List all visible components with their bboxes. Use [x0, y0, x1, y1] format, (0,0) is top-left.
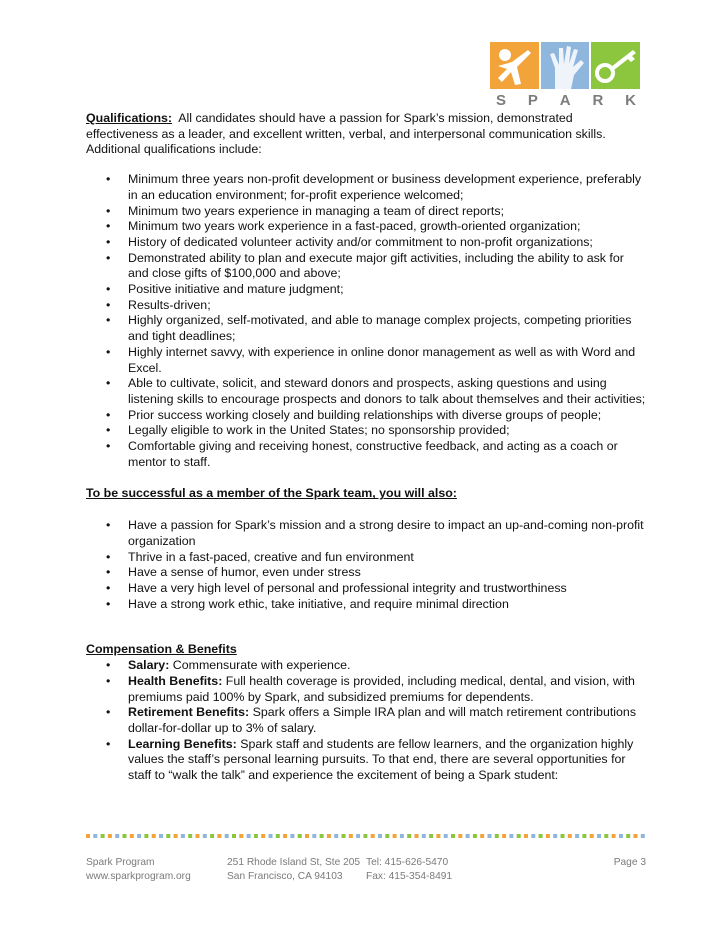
benefit-label: Retirement Benefits: — [128, 705, 250, 720]
footer-dot — [130, 834, 134, 838]
footer-dot — [436, 834, 440, 838]
footer-dot — [86, 834, 90, 838]
hand-icon — [541, 42, 590, 89]
footer-fax: Fax: 415-354-8491 — [366, 870, 453, 882]
footer-dot — [641, 834, 645, 838]
qualifications-list — [86, 172, 646, 470]
list-item — [86, 674, 646, 705]
footer-dot — [203, 834, 207, 838]
footer-dot — [298, 834, 302, 838]
footer-dot — [276, 834, 280, 838]
footer-dot — [634, 834, 638, 838]
key-icon — [591, 42, 640, 89]
list-item — [86, 737, 646, 784]
footer-dot — [356, 834, 360, 838]
list-item: • Have a strong work ethic, take initiative, and require minimal direction — [86, 597, 646, 613]
footer-dot — [407, 834, 411, 838]
footer-dot — [524, 834, 528, 838]
footer-dot — [612, 834, 616, 838]
footer-dot — [290, 834, 294, 838]
logo-letter: P — [527, 92, 538, 109]
page-footer — [86, 856, 646, 888]
footer-dot — [261, 834, 265, 838]
footer-dot — [225, 834, 229, 838]
footer-dot — [378, 834, 382, 838]
footer-dot — [349, 834, 353, 838]
footer-dot — [539, 834, 543, 838]
footer-dot — [561, 834, 565, 838]
footer-dot — [188, 834, 192, 838]
qualifications-heading: Qualifications: — [86, 111, 173, 125]
footer-dot — [458, 834, 462, 838]
footer-dot — [546, 834, 550, 838]
footer-dot — [254, 834, 258, 838]
footer-dot — [590, 834, 594, 838]
footer-tel: Tel: 415-626-5470 — [366, 857, 449, 868]
footer-dot — [144, 834, 148, 838]
spark-logo — [490, 42, 640, 108]
logo-tile-green — [591, 42, 640, 89]
compensation-heading: Compensation & Benefits — [86, 642, 237, 657]
qualifications-intro — [86, 111, 646, 158]
logo-wordmark — [490, 92, 640, 109]
footer-dot — [473, 834, 477, 838]
logo-letter: S — [496, 92, 507, 109]
logo-letter: A — [559, 92, 571, 109]
benefit-text: Spark staff and students are fellow learners, and the organization highly values the staff’s personal learning pursuits. To that end, there are several opportunities for staff to “walk the talk” and experience the excitement of being a Spark student: — [128, 736, 634, 783]
logo-tile-orange — [490, 42, 539, 89]
footer-dot — [115, 834, 119, 838]
benefit-label: Health Benefits: — [128, 673, 223, 688]
footer-dot — [269, 834, 273, 838]
footer-dot — [166, 834, 170, 838]
footer-dot — [210, 834, 214, 838]
footer-address-line1: 251 Rhode Island St, Ste 205 — [227, 857, 361, 868]
footer-dot — [495, 834, 499, 838]
benefit-label: Salary: — [128, 658, 170, 673]
footer-dot — [123, 834, 127, 838]
footer-dot — [509, 834, 513, 838]
compensation-list — [86, 658, 646, 784]
footer-dot — [283, 834, 287, 838]
list-item: • Highly organized, self-motivated, and able to manage complex projects, competing priorities and tight deadlines; — [86, 313, 646, 344]
list-item: • Minimum two years work experience in a fast-paced, growth-oriented organization; — [86, 219, 646, 235]
footer-dot — [247, 834, 251, 838]
success-heading: To be successful as a member of the Spark team, you will also: — [86, 486, 457, 501]
footer-dot — [320, 834, 324, 838]
list-item: • Have a very high level of personal and professional integrity and trustworthiness — [86, 581, 646, 597]
benefit-text: Full health coverage is provided, including medical, dental, and vision, with premiums paid 100% by Spark, and subsidized premiums for dependents. — [128, 673, 635, 704]
footer-dot — [451, 834, 455, 838]
list-item: • Highly internet savvy, with experience in online donor management as well as with Word and Excel. — [86, 345, 646, 376]
footer-dot — [619, 834, 623, 838]
footer-dot — [422, 834, 426, 838]
footer-address-line2: San Francisco, CA 94103 — [227, 870, 343, 882]
list-item: • Demonstrated ability to plan and execute major gift activities, including the ability to ask for and close gifts of $100,000 and above; — [86, 251, 646, 282]
footer-dot — [568, 834, 572, 838]
logo-tile-blue — [541, 42, 590, 89]
list-item: • Minimum two years experience in managing a team of direct reports; — [86, 204, 646, 220]
list-item: • Able to cultivate, solicit, and steward donors and prospects, asking questions and using listening skills to encourage prospects and donors to talk about themselves and their activities; — [86, 376, 646, 407]
list-item: • Prior success working closely and building relationships with diverse groups of people; — [86, 408, 646, 424]
jumping-figure-icon — [490, 42, 539, 89]
success-list — [86, 518, 646, 612]
footer-dot — [174, 834, 178, 838]
footer-dot — [480, 834, 484, 838]
footer-dot — [196, 834, 200, 838]
footer-dot — [531, 834, 535, 838]
list-item: • Comfortable giving and receiving honest, constructive feedback, and acting as a coach or mentor to staff. — [86, 439, 646, 470]
footer-dot — [502, 834, 506, 838]
footer-dot — [626, 834, 630, 838]
footer-dot — [444, 834, 448, 838]
footer-dot — [517, 834, 521, 838]
footer-dot — [597, 834, 601, 838]
footer-dot — [93, 834, 97, 838]
list-item: • Minimum three years non-profit development or business development experience, preferably in an education environment; for-profit experience welcomed; — [86, 172, 646, 203]
footer-dot — [239, 834, 243, 838]
footer-dot — [232, 834, 236, 838]
list-item: • Thrive in a fast-paced, creative and fun environment — [86, 550, 646, 566]
footer-dot — [385, 834, 389, 838]
footer-dot — [108, 834, 112, 838]
footer-dot — [334, 834, 338, 838]
list-item: • Have a sense of humor, even under stress — [86, 565, 646, 581]
list-item: • Positive initiative and mature judgment; — [86, 282, 646, 298]
footer-dot — [305, 834, 309, 838]
list-item: • Legally eligible to work in the United States; no sponsorship provided; — [86, 423, 646, 439]
footer-dot — [466, 834, 470, 838]
document-body — [86, 111, 646, 784]
footer-dot — [152, 834, 156, 838]
footer-dot — [429, 834, 433, 838]
list-item: • Results-driven; — [86, 298, 646, 314]
footer-dot — [604, 834, 608, 838]
footer-dot — [342, 834, 346, 838]
footer-website: www.sparkprogram.org — [86, 870, 191, 882]
footer-dot — [415, 834, 419, 838]
list-item: • History of dedicated volunteer activity and/or commitment to non-profit organizations; — [86, 235, 646, 251]
footer-page-number: Page 3 — [613, 857, 646, 868]
footer-dot — [363, 834, 367, 838]
footer-dot — [400, 834, 404, 838]
footer-dot — [101, 834, 105, 838]
footer-dot — [217, 834, 221, 838]
benefit-label: Learning Benefits: — [128, 736, 237, 751]
benefit-text: Commensurate with experience. — [172, 658, 351, 673]
footer-contact — [366, 856, 452, 883]
footer-dot — [582, 834, 586, 838]
footer-dot — [181, 834, 185, 838]
footer-org — [86, 856, 191, 883]
logo-letter: R — [592, 92, 604, 109]
benefit-text: Spark offers a Simple IRA plan and will match retirement contributions dollar-for-dollar up to 3% of salary. — [128, 705, 637, 735]
footer-dot — [371, 834, 375, 838]
qualifications-intro-text: All candidates should have a passion for Spark’s mission, demonstrated effectiveness as a leader, and excellent written, verbal, and interpersonal communication skills. Additional qualifications include: — [86, 111, 606, 157]
list-item — [86, 658, 646, 674]
footer-dot-divider — [86, 834, 646, 839]
footer-dot — [159, 834, 163, 838]
footer-dot — [393, 834, 397, 838]
footer-dot — [312, 834, 316, 838]
footer-dot — [137, 834, 141, 838]
footer-dot — [575, 834, 579, 838]
list-item — [86, 705, 646, 736]
footer-dot — [327, 834, 331, 838]
footer-dot — [553, 834, 557, 838]
footer-org-name: Spark Program — [86, 857, 155, 868]
footer-address — [227, 856, 360, 883]
list-item: • Have a passion for Spark’s mission and a strong desire to impact an up-and-coming non-profit organization — [86, 518, 646, 549]
logo-letter: K — [625, 92, 636, 109]
footer-dot — [488, 834, 492, 838]
